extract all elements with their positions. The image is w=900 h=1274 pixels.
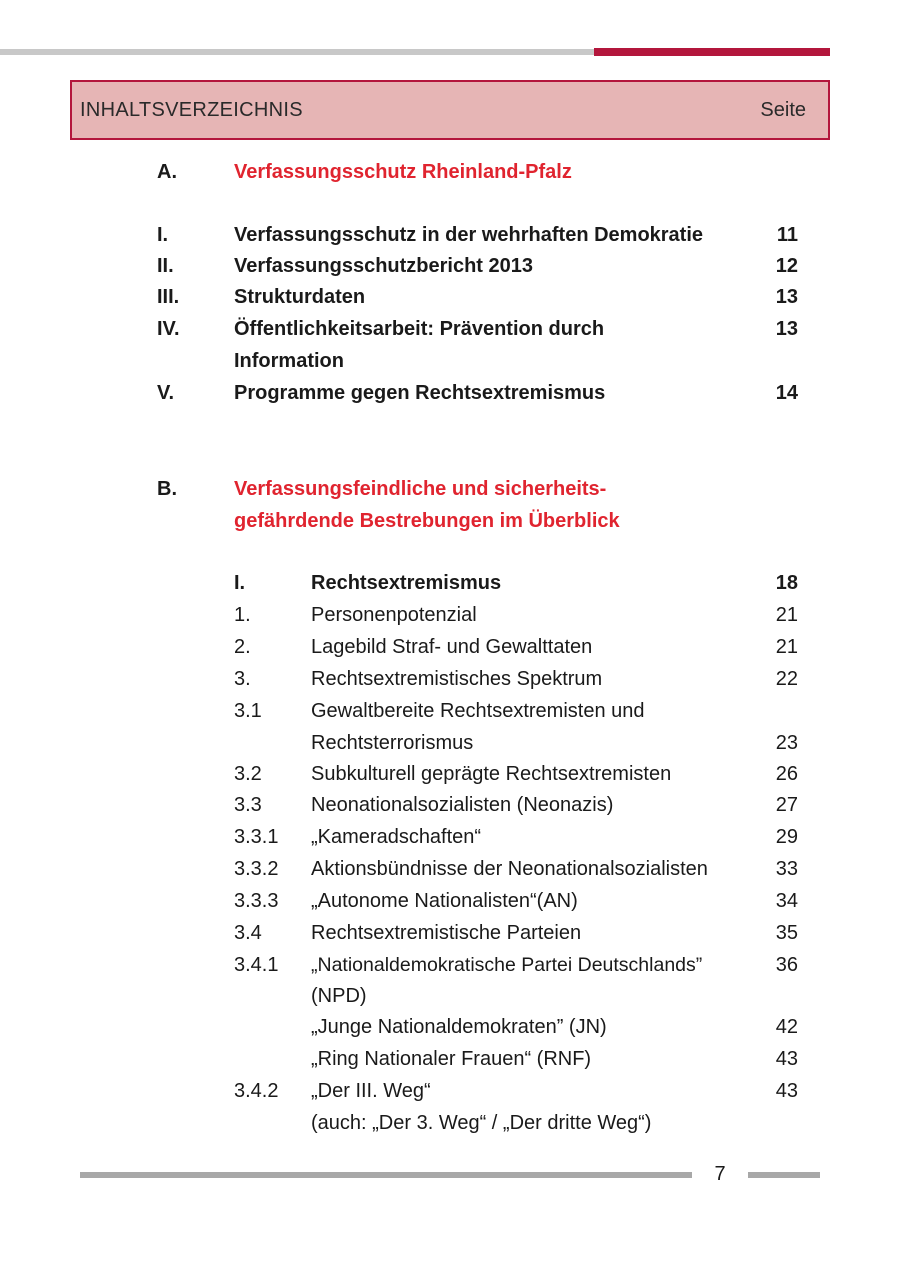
entry-number: III. <box>157 286 180 308</box>
toc-header <box>70 80 830 140</box>
entry-number: V. <box>157 382 175 404</box>
section-letter: B. <box>157 478 177 500</box>
toc-entry-continuation[interactable] <box>0 727 900 759</box>
entry-page: 43 <box>775 1048 798 1070</box>
page-column-label: Seite <box>760 99 806 121</box>
entry-page: 21 <box>775 604 798 626</box>
entry-number: 3.3.2 <box>234 858 279 880</box>
entry-title-continued: Information <box>234 350 344 372</box>
entry-number: IV. <box>157 318 180 340</box>
toc-entry[interactable] <box>0 885 900 917</box>
entry-title: Subkulturell geprägte Rechtsextremisten <box>311 763 672 785</box>
toc-entry[interactable] <box>0 789 900 821</box>
entry-page: 13 <box>775 286 798 308</box>
entry-title: Aktionsbündnisse der Neonationalsozialisten <box>311 858 708 880</box>
entry-number: 3.4.1 <box>234 954 279 976</box>
entry-title: „Kameradschaften“ <box>311 826 482 848</box>
entry-title: Gewaltbereite Rechtsextremisten und <box>311 700 645 722</box>
entry-number: 3.3.3 <box>234 890 279 912</box>
entry-title: „Junge Nationaldemokraten” (JN) <box>311 1016 607 1038</box>
entry-number: 3.4 <box>234 922 262 944</box>
toc-entry[interactable] <box>0 1075 900 1107</box>
toc-entry[interactable] <box>0 821 900 853</box>
toc-entry[interactable] <box>0 758 900 790</box>
entry-number: 3.2 <box>234 763 262 785</box>
top-gray-bar <box>0 49 594 55</box>
toc-entry[interactable] <box>0 1043 900 1075</box>
entry-page: 29 <box>775 826 798 848</box>
toc-entry[interactable] <box>0 377 900 409</box>
toc-heading: INHALTSVERZEICHNIS <box>80 99 303 121</box>
toc-entry[interactable] <box>0 949 900 981</box>
entry-page: 43 <box>775 1080 798 1102</box>
entry-number: 3.3.1 <box>234 826 279 848</box>
toc-entry[interactable] <box>0 853 900 885</box>
toc-entry[interactable] <box>0 695 900 727</box>
entry-title: Rechtsextremismus <box>311 572 502 594</box>
entry-page: 36 <box>775 954 798 976</box>
section-title: Verfassungsschutz Rheinland-Pfalz <box>234 161 572 183</box>
entry-title-continued: Rechtsterrorismus <box>311 732 474 754</box>
entry-page: 26 <box>775 763 798 785</box>
toc-entry[interactable] <box>0 219 900 251</box>
entry-number: 3.1 <box>234 700 262 722</box>
entry-page: 21 <box>775 636 798 658</box>
toc-entry[interactable] <box>0 631 900 663</box>
footer-gray-bar-right <box>748 1172 820 1178</box>
entry-number: 3.4.2 <box>234 1080 279 1102</box>
toc-entry[interactable] <box>0 1011 900 1043</box>
entry-title: „Ring Nationaler Frauen“ (RNF) <box>311 1048 592 1070</box>
entry-page: 13 <box>775 318 798 340</box>
entry-title: Lagebild Straf- und Gewalttaten <box>311 636 593 658</box>
toc-entry-continuation[interactable] <box>0 980 900 1012</box>
footer-gray-bar-left <box>80 1172 692 1178</box>
entry-title: Strukturdaten <box>234 286 366 308</box>
entry-number: 3.3 <box>234 794 262 816</box>
entry-title: Öffentlichkeitsarbeit: Prävention durch <box>234 318 605 340</box>
entry-page: 18 <box>775 572 798 594</box>
section-a-heading <box>0 156 900 188</box>
entry-title: Neonationalsozialisten (Neonazis) <box>311 794 614 816</box>
entry-number: I. <box>234 572 246 594</box>
entry-page: 35 <box>775 922 798 944</box>
entry-page: 12 <box>775 255 798 277</box>
section-letter: A. <box>157 161 177 183</box>
entry-page: 27 <box>775 794 798 816</box>
toc-entry[interactable] <box>0 250 900 282</box>
entry-title-continued: (auch: „Der 3. Weg“ / „Der dritte Weg“) <box>311 1112 652 1134</box>
toc-entry-continuation[interactable] <box>0 345 900 377</box>
entry-number: I. <box>157 224 169 246</box>
page-number: 7 <box>714 1163 726 1185</box>
toc-entry[interactable] <box>0 663 900 695</box>
toc-entry[interactable] <box>0 917 900 949</box>
entry-number: 3. <box>234 668 251 690</box>
toc-entry[interactable] <box>0 313 900 345</box>
entry-title: Programme gegen Rechtsextremismus <box>234 382 606 404</box>
section-b-heading <box>0 473 900 505</box>
entry-page: 42 <box>775 1016 798 1038</box>
entry-page: 22 <box>775 668 798 690</box>
entry-number: 1. <box>234 604 251 626</box>
entry-title: Verfassungsschutzbericht 2013 <box>234 255 534 277</box>
toc-entry[interactable] <box>0 599 900 631</box>
entry-title: „Der III. Weg“ <box>311 1080 431 1102</box>
entry-number: 2. <box>234 636 251 658</box>
entry-title: Rechtsextremistisches Spektrum <box>311 668 603 690</box>
toc-entry[interactable] <box>0 281 900 313</box>
toc-entry-continuation[interactable] <box>0 1107 900 1139</box>
entry-title: Rechtsextremistische Parteien <box>311 922 582 944</box>
entry-title: Personenpotenzial <box>311 604 477 626</box>
section-title-line-1: Verfassungsfeindliche und sicherheits- <box>234 478 607 500</box>
toc-entry[interactable] <box>0 567 900 599</box>
top-red-bar <box>594 48 830 56</box>
entry-page: 11 <box>776 224 798 246</box>
entry-number: II. <box>157 255 174 277</box>
entry-title: „Nationaldemokratische Partei Deutschlands” <box>311 954 703 976</box>
entry-page: 34 <box>775 890 798 912</box>
section-title-line-2: gefährdende Bestrebungen im Überblick <box>234 510 620 532</box>
entry-title: Verfassungsschutz in der wehrhaften Demokratie <box>234 224 704 246</box>
section-b-heading-continued <box>0 505 900 537</box>
entry-page: 23 <box>775 732 798 754</box>
entry-title-continued: (NPD) <box>311 985 367 1007</box>
entry-page: 14 <box>775 382 798 404</box>
entry-page: 33 <box>775 858 798 880</box>
entry-title: „Autonome Nationalisten“(AN) <box>311 890 578 912</box>
